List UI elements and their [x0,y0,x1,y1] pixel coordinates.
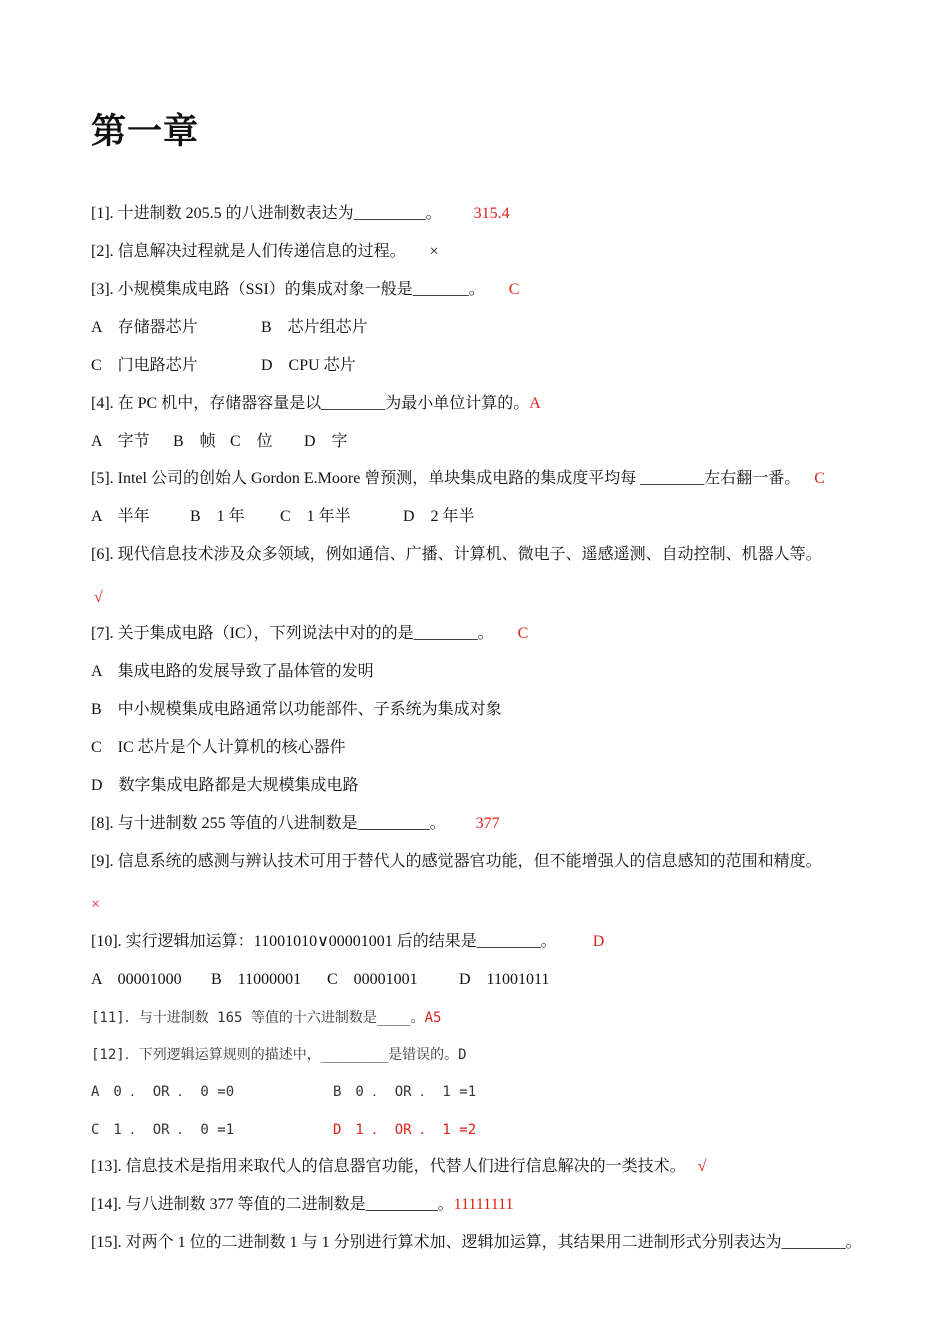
question-text: [10]. 实行逻辑加运算：11001010∨00001001 后的结果是________。 [91,933,557,950]
option: D 数字集成电路都是大规模集成电路 [91,777,359,794]
answer: 11111111 [453,1196,514,1213]
option: B 0 ． OR ． 1 =1 [333,1084,477,1100]
chapter-title: 第一章 [91,112,200,152]
question-10 [91,932,604,952]
option: C 门电路芯片 [91,357,198,374]
option: D 2 年半 [403,508,475,525]
question-text: [11]．与十进制数 165 等值的十六进制数是____。 [91,1010,425,1026]
question-text: [8]. 与十进制数 255 等值的八进制数是_________。 [91,815,446,832]
question-text: [9]. 信息系统的感测与辨认技术可用于替代人的感觉器官功能，但不能增强人的信息感知的范围和精度。 [91,853,822,870]
question-9 [91,852,822,872]
answer: √ [697,1158,707,1175]
question-text: [15]. 对两个 1 位的二进制数 1 与 1 分别进行算术加、逻辑加运算，其结果用二进制形式分别表达为________。 [91,1234,862,1251]
answer: A [529,395,541,412]
option: C 00001001 [327,971,418,988]
question-8 [91,814,500,834]
answer: 315.4 [473,205,510,222]
option: B 中小规模集成电路通常以功能部件、子系统为集成对象 [91,701,502,718]
option: A 存储器芯片 [91,319,198,336]
question-11 [91,1008,441,1028]
question-text: [13]. 信息技术是指用来取代人的信息器官功能，代替人们进行信息解决的一类技术。 [91,1158,686,1175]
answer: C [517,625,529,642]
answer: D [592,933,605,950]
question-12 [91,1045,467,1065]
question-text: [7]. 关于集成电路（IC），下列说法中对的的是________。 [91,625,494,642]
question-13 [91,1157,706,1177]
question-6 [91,545,822,565]
option: C 1 年半 [280,508,351,525]
option: A 0 ． OR ． 0 =0 [91,1084,235,1100]
answer: D [458,1047,467,1063]
question-15 [91,1233,862,1253]
option: C 位 [230,433,273,450]
option: D 字 [304,433,348,450]
option: D CPU 芯片 [261,357,356,374]
option: B 1 年 [190,508,245,525]
question-text: [5]. Intel 公司的创始人 Gordon E.Moore 曾预测，单块集成电路的集成度平均每 ________左右翻一番。 [91,470,801,487]
question-text: [1]. 十进制数 205.5 的八进制数表达为_________。 [91,205,442,222]
question-14 [91,1195,514,1215]
option: B 11000001 [211,971,302,988]
question-text: [12]．下列逻辑运算规则的描述中，________是错误的。 [91,1047,459,1063]
option: B 芯片组芯片 [261,319,368,336]
option: C IC 芯片是个人计算机的核心器件 [91,739,346,756]
answer: √ [94,589,103,606]
question-1 [91,204,510,224]
question-text: [14]. 与八进制数 377 等值的二进制数是_________。 [91,1196,454,1213]
option: D 11001011 [459,971,550,988]
option-highlighted: D 1 ． OR ． 1 =2 [333,1122,477,1138]
question-text: [6]. 现代信息技术涉及众多领域，例如通信、广播、计算机、微电子、遥感遥测、自动控制、机器人等。 [91,546,822,563]
option: B 帧 [173,433,216,450]
answer: C [508,281,520,298]
question-7 [91,624,528,644]
answer: × [429,243,439,260]
option: A 00001000 [91,971,182,988]
question-text: [3]. 小规模集成电路（SSI）的集成对象一般是_______。 [91,281,485,298]
option: A 集成电路的发展导致了晶体管的发明 [91,663,374,680]
option: A 字节 [91,433,150,450]
question-5 [91,469,825,489]
question-2 [91,242,439,262]
answer: A5 [424,1010,442,1026]
option: C 1 ． OR ． 0 =1 [91,1122,235,1138]
answer: × [91,896,101,913]
question-3 [91,280,519,300]
question-text: [4]. 在 PC 机中，存储器容量是以________为最小单位计算的。 [91,395,530,412]
option: A 半年 [91,508,150,525]
answer: 377 [475,815,500,832]
question-4 [91,394,541,414]
question-text: [2]. 信息解决过程就是人们传递信息的过程。 [91,243,406,260]
answer: C [814,470,825,487]
